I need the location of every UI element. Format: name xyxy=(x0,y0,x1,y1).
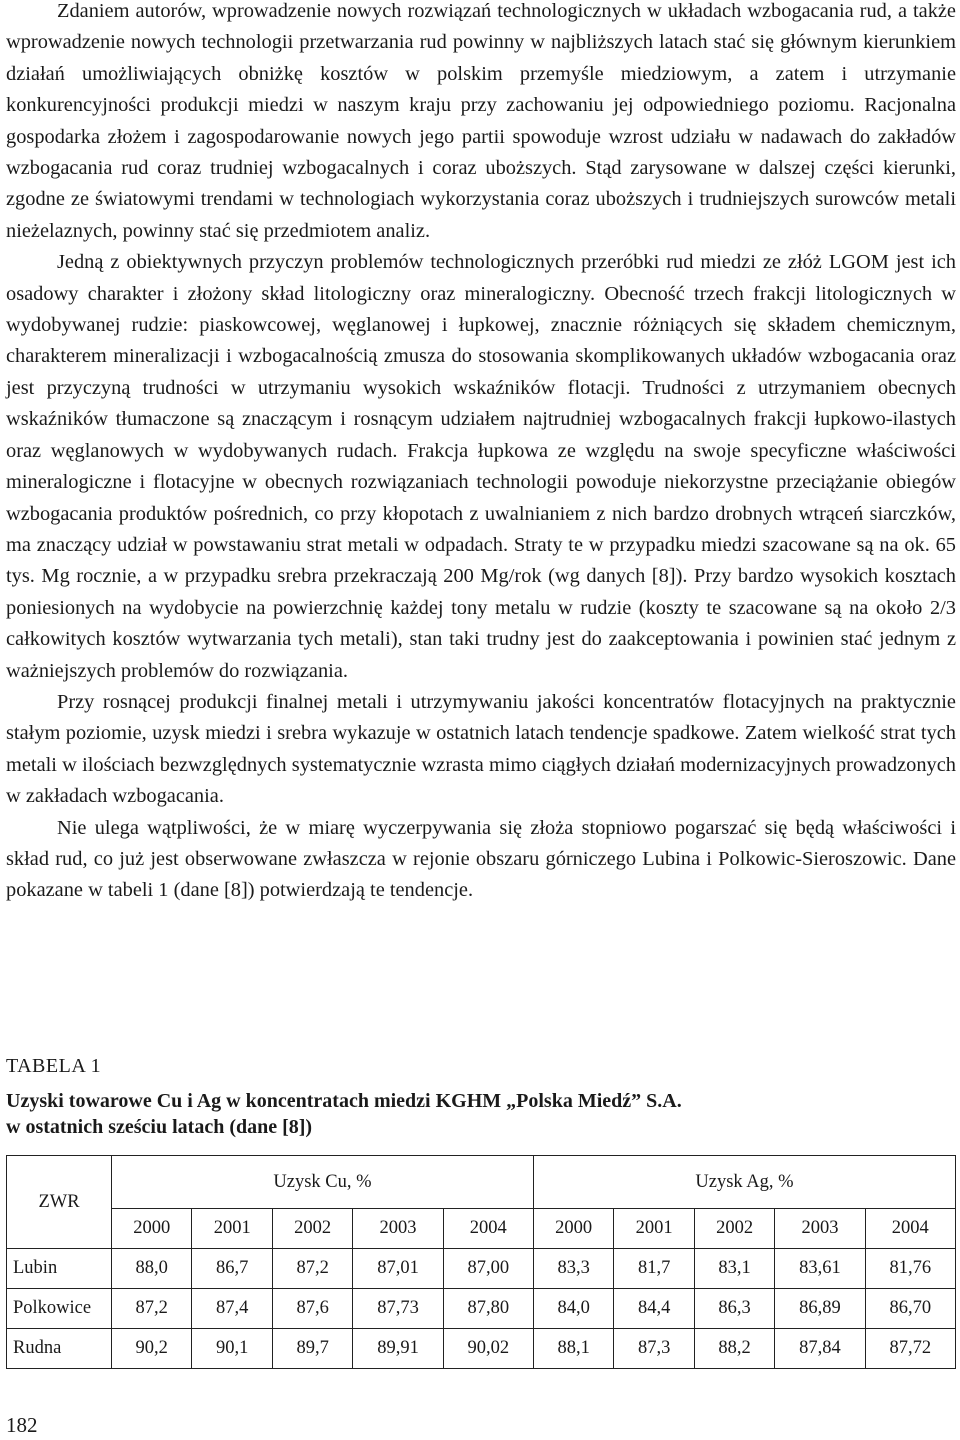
page-number: 182 xyxy=(6,1413,38,1437)
table-cell: 87,2 xyxy=(112,1289,192,1329)
table-cell: 83,61 xyxy=(775,1249,865,1289)
row-name: Polkowice xyxy=(7,1289,112,1329)
year-header: 2003 xyxy=(775,1209,865,1249)
paragraph: Jedną z obiektywnych przyczyn problemów technologicznych przeróbki rud miedzi ze złóż LGOM jest ich osadowy charakter i złożony skład litologiczny oraz mineralogiczny. Obecność trzech frakcji litologicznych w wydobywanej rudzie: piaskowcowej, węglanowej i łupkowej, znacznie różniących się składem chemicznym, charakterem mineralizacji i wzbogacalnością zmusza do stosowania skomplikowanych układów wzbogacania oraz jest przyczyną trudności w utrzymaniu wysokich wskaźników flotacji. Trudności z utrzymaniem obecnych wskaźników tłumaczone są znaczącym i rosnącym udziałem najtrudniej wzbogacalnych frakcji łupkowo-ilastych oraz węglanowych w wydobywanych rudach. Frakcja łupkowa ze względu na swoje specyficzne właściwości mineralogiczne i flotacyjne w obecnych rozwiązaniach technologii powoduje niekorzystne przeciążanie obiegów wzbogacania produktów pośrednich, co przy kłopotach z uwalnianiem z nich bardzo drobnych wtrąceń siarczków, ma znaczący udział w powstawaniu strat metali w odpadach. Straty te w przypadku miedzi szacowane są na ok. 65 tys. Mg rocznie, a w przypadku srebra przekraczają 200 Mg/rok (wg danych [8]). Przy bardzo wysokich kosztach poniesionych na wydobycie na powierzchnię każdej tony metalu w rudzie (koszty te szacowane są na około 2/3 całkowitych kosztów wytwarzania tych metali), stan taki trudny jest do zaakceptowania i powinien stać jednym z ważniejszych problemów do rozwiązania. xyxy=(6,251,956,682)
table-cell: 88,2 xyxy=(694,1329,774,1369)
table-cell: 84,4 xyxy=(614,1289,694,1329)
table-cell: 86,3 xyxy=(694,1289,774,1329)
paragraph: Zdaniem autorów, wprowadzenie nowych rozwiązań technologicznych w układach wzbogacania rud, a także wprowadzenie nowych technologii przetwarzania rud powinny w najbliższych latach stać się głównym kierunkiem działań umożliwiających obniżkę kosztów w polskim przemyśle miedziowym, a zatem i utrzymanie konkurencyjności produkcji miedzi w naszym kraju przy zachowaniu jej odpowiedniego poziomu. Racjonalna gospodarka złożem i zagospodarowanie nowych jego partii spowoduje wzrost udziału w nadawach do zakładów wzbogacania rud coraz trudniej wzbogacalnych i coraz uboższych. Stąd zarysowane w dalszej części kierunki, zgodne ze światowymi trendami w technologiach wykorzystania coraz uboższych i trudniejszych surowców metali nieżelaznych, powinny stać się przedmiotem analiz. xyxy=(6,0,956,242)
table-cell: 90,1 xyxy=(192,1329,272,1369)
table-cell: 88,0 xyxy=(112,1249,192,1289)
row-name: Lubin xyxy=(7,1249,112,1289)
table-caption xyxy=(6,1088,946,1140)
table-cell: 87,01 xyxy=(353,1249,443,1289)
table-cell: 81,7 xyxy=(614,1249,694,1289)
table-caption-line: w ostatnich sześciu latach (dane [8]) xyxy=(6,1116,313,1138)
table-row xyxy=(7,1289,956,1329)
table-cell: 88,1 xyxy=(533,1329,613,1369)
zwr-header: ZWR xyxy=(7,1156,112,1249)
table-row xyxy=(7,1329,956,1369)
ag-header: Uzysk Ag, % xyxy=(533,1156,955,1209)
table-cell: 86,70 xyxy=(865,1289,955,1329)
table-cell: 87,6 xyxy=(272,1289,352,1329)
table-cell: 87,84 xyxy=(775,1329,865,1369)
table-row xyxy=(7,1249,956,1289)
year-header: 2001 xyxy=(192,1209,272,1249)
table-cell: 90,02 xyxy=(443,1329,533,1369)
year-header: 2003 xyxy=(353,1209,443,1249)
table-cell: 90,2 xyxy=(112,1329,192,1369)
table-cell: 86,89 xyxy=(775,1289,865,1329)
table-caption-line: Uzyski towarowe Cu i Ag w koncentratach miedzi KGHM „Polska Miedź” S.A. xyxy=(6,1090,682,1112)
table-label: TABELA 1 xyxy=(6,1055,102,1077)
table-years-row xyxy=(7,1209,956,1249)
year-header: 2002 xyxy=(272,1209,352,1249)
table-cell: 86,7 xyxy=(192,1249,272,1289)
year-header: 2001 xyxy=(614,1209,694,1249)
year-header: 2000 xyxy=(533,1209,613,1249)
table-cell: 87,2 xyxy=(272,1249,352,1289)
year-header: 2004 xyxy=(865,1209,955,1249)
year-header: 2002 xyxy=(694,1209,774,1249)
table-cell: 87,80 xyxy=(443,1289,533,1329)
table-cell: 89,7 xyxy=(272,1329,352,1369)
paragraph: Przy rosnącej produkcji finalnej metali i utrzymywaniu jakości koncentratów flotacyjnych na praktycznie stałym poziomie, uzysk miedzi i srebra wykazuje w ostatnich latach tendencje spadkowe. Zatem wielkość strat tych metali w ilościach bezwzględnych systematycznie wzrasta mimo ciągłych działań modernizacyjnych prowadzonych w zakładach wzbogacania. xyxy=(6,690,956,808)
table-cell: 87,72 xyxy=(865,1329,955,1369)
table-cell: 87,00 xyxy=(443,1249,533,1289)
table-cell: 87,3 xyxy=(614,1329,694,1369)
table-cell: 84,0 xyxy=(533,1289,613,1329)
table-cell: 81,76 xyxy=(865,1249,955,1289)
table-cell: 87,73 xyxy=(353,1289,443,1329)
table-cell: 87,4 xyxy=(192,1289,272,1329)
table-cell: 89,91 xyxy=(353,1329,443,1369)
year-header: 2000 xyxy=(112,1209,192,1249)
paragraph: Nie ulega wątpliwości, że w miarę wyczerpywania się złoża stopniowo pogarszać się będą właściwości i skład rud, co już jest obserwowane zwłaszcza w rejonie obszaru górniczego Lubina i Polkowic-Sieroszowic. Dane pokazane w tabeli 1 (dane [8]) potwierdzają te tendencje. xyxy=(6,816,956,902)
table-header-row xyxy=(7,1156,956,1209)
table-cell: 83,3 xyxy=(533,1249,613,1289)
row-name: Rudna xyxy=(7,1329,112,1369)
body-text xyxy=(6,0,956,907)
year-header: 2004 xyxy=(443,1209,533,1249)
recovery-table xyxy=(6,1155,956,1369)
cu-header: Uzysk Cu, % xyxy=(112,1156,534,1209)
table-cell: 83,1 xyxy=(694,1249,774,1289)
